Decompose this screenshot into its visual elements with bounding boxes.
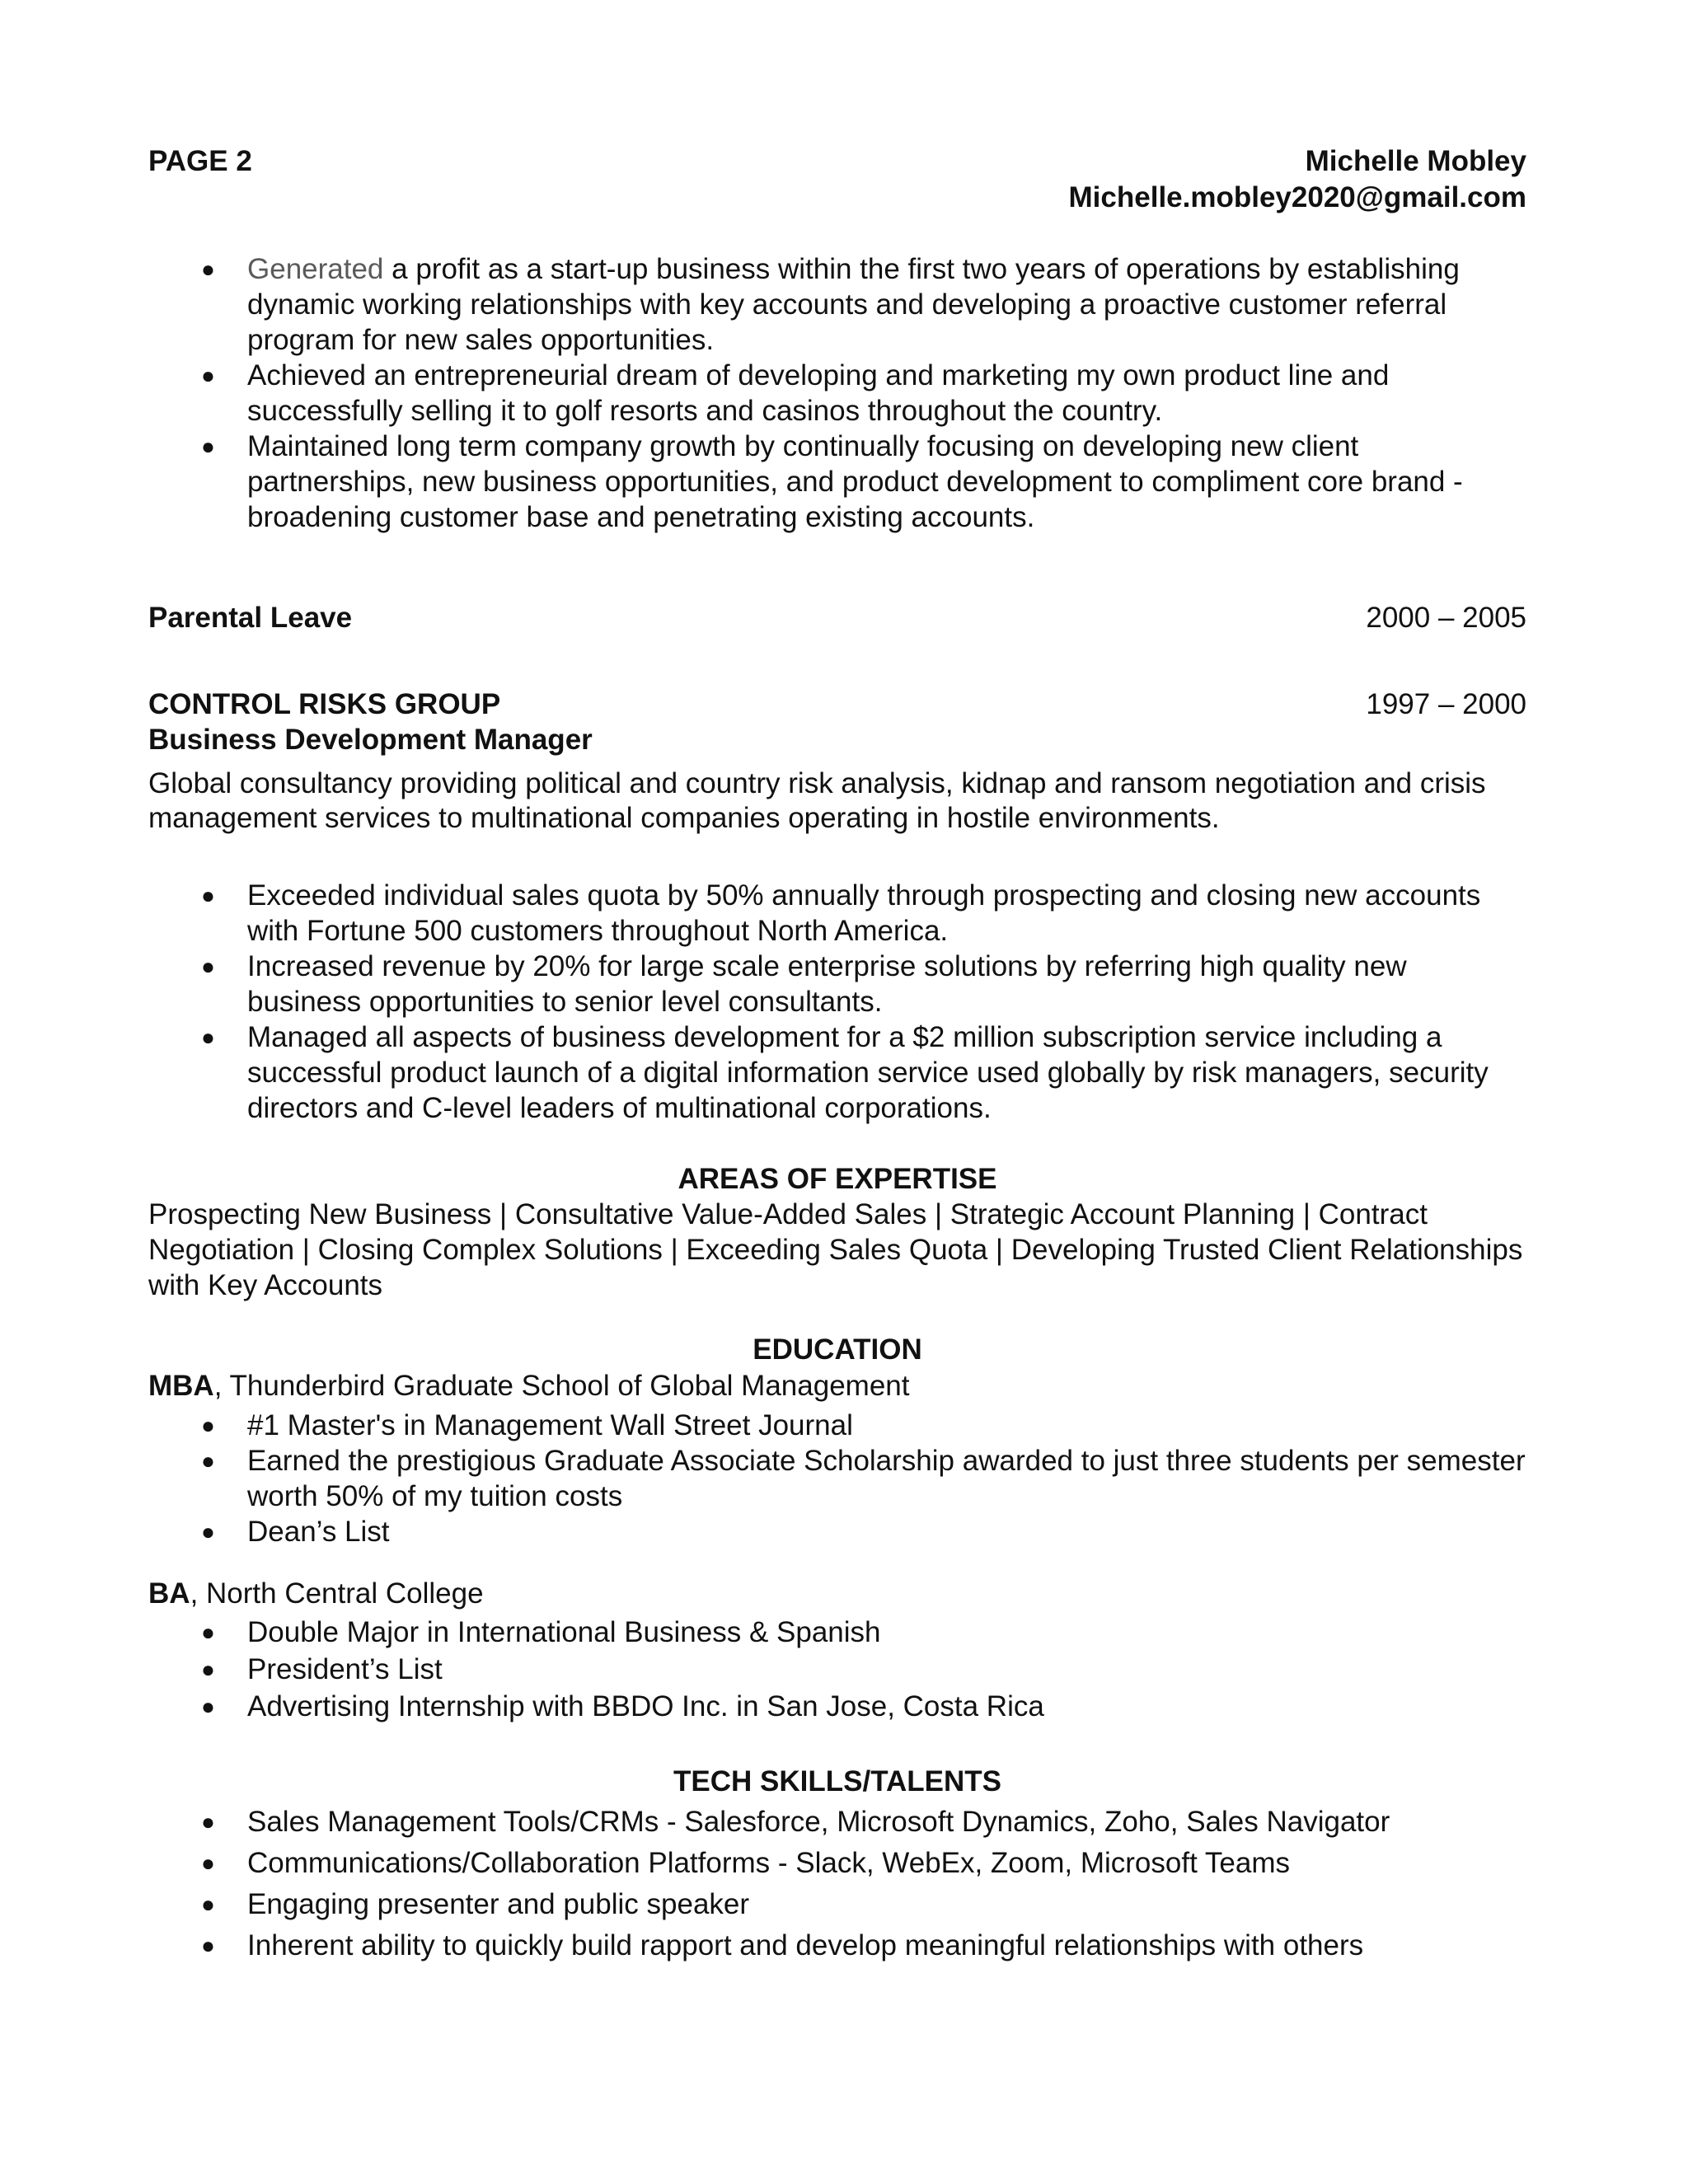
bullet-text: Advertising Internship with BBDO Inc. in San Jose, Costa Rica <box>247 1690 1044 1722</box>
bullet-icon: ● <box>201 434 215 459</box>
list-item <box>148 878 1526 949</box>
bullet-icon: ● <box>201 1933 215 1958</box>
bullet-text: Sales Management Tools/CRMs - Salesforce, Microsoft Dynamics, Zoho, Sales Navigator <box>247 1806 1390 1838</box>
resume-page <box>148 0 1526 2184</box>
contact-block <box>1069 143 1526 216</box>
parental-leave-title: Parental Leave <box>148 602 353 634</box>
page-header <box>148 143 1526 216</box>
list-item <box>148 1019 1526 1126</box>
bullet-text: Achieved an entrepreneurial dream of developing and marketing my own product line and successfully selling it to golf resorts and casinos throughout the country. <box>247 359 1390 427</box>
bullet-text: Managed all aspects of business development for a $2 million subscription service including a successful product launch of a digital information service used globally by risk managers, security directors and C-level leaders of multinational corporations. <box>247 1021 1489 1124</box>
expertise-text: Prospecting New Business | Consultative Value-Added Sales | Strategic Account Planning | Contract Negotiation | Closing Complex Solutions | Exceeding Sales Quota | Developing Trusted Client Relationships with Key Accounts <box>148 1198 1523 1301</box>
ba-list <box>148 1614 1526 1725</box>
bullet-text: Exceeded individual sales quota by 50% annually through prospecting and closing new accounts with Fortune 500 customers throughout North America. <box>247 879 1481 947</box>
bullet-icon: ● <box>201 1657 215 1682</box>
list-item <box>148 1408 1526 1443</box>
list-item <box>148 1443 1526 1514</box>
bullet-icon: ● <box>201 1519 215 1544</box>
startup-achievements-list <box>148 251 1526 535</box>
bullet-icon: ● <box>201 954 215 979</box>
list-item <box>148 1802 1526 1843</box>
tech-skills-list <box>148 1802 1526 1966</box>
bullet-icon: ● <box>201 1891 215 1917</box>
candidate-name: Michelle Mobley <box>1305 145 1526 177</box>
bullet-icon: ● <box>201 363 215 388</box>
bullet-text: Engaging presenter and public speaker <box>247 1888 750 1920</box>
list-item <box>148 1843 1526 1884</box>
company-dates: 1997 – 2000 <box>1366 688 1526 720</box>
list-item <box>148 358 1526 429</box>
expertise-heading: AREAS OF EXPERTISE <box>678 1163 997 1195</box>
bullet-text: Increased revenue by 20% for large scale enterprise solutions by referring high quality new business opportunities to senior level consultants. <box>247 950 1407 1018</box>
company-description: Global consultancy providing political and country risk analysis, kidnap and ransom negotiation and crisis management services to multinational companies operating in hostile environments. <box>148 767 1486 834</box>
ba-line <box>148 1576 1526 1612</box>
bullet-icon: ● <box>201 1448 215 1474</box>
bullet-icon: ● <box>201 1024 215 1050</box>
education-heading: EDUCATION <box>753 1333 922 1366</box>
bullet-text: President’s List <box>247 1653 443 1685</box>
bullet-icon: ● <box>201 256 215 282</box>
list-item <box>148 1688 1526 1725</box>
list-item <box>148 429 1526 535</box>
highlight-word: Generated <box>247 253 384 285</box>
control-risks-achievements-list <box>148 878 1526 1126</box>
bullet-text: #1 Master's in Management Wall Street Journal <box>247 1409 853 1441</box>
mba-degree: MBA <box>148 1370 214 1402</box>
list-item <box>148 251 1526 358</box>
bullet-icon: ● <box>201 1694 215 1719</box>
ba-degree: BA <box>148 1577 190 1610</box>
mba-list <box>148 1408 1526 1549</box>
bullet-icon: ● <box>201 1413 215 1438</box>
bullet-icon: ● <box>201 1809 215 1835</box>
list-item <box>148 1514 1526 1549</box>
bullet-text: a profit as a start-up business within the first two years of operations by establishing dynamic working relationships with key accounts and developing a proactive customer referral program for new sales opportunities. <box>247 253 1460 356</box>
bullet-icon: ● <box>201 1850 215 1876</box>
mba-line <box>148 1368 1526 1404</box>
parental-leave-row <box>148 600 1526 636</box>
bullet-text: Maintained long term company growth by continually focusing on developing new client partnerships, new business opportunities, and product development to compliment core brand - broadening customer base and penetrating existing accounts. <box>247 430 1463 533</box>
list-item <box>148 949 1526 1019</box>
bullet-text: Communications/Collaboration Platforms - Slack, WebEx, Zoom, Microsoft Teams <box>247 1847 1290 1879</box>
bullet-text: Earned the prestigious Graduate Associate Scholarship awarded to just three students per semester worth 50% of my tuition costs <box>247 1445 1526 1512</box>
job-title: Business Development Manager <box>148 724 593 756</box>
bullet-text: Double Major in International Business & Spanish <box>247 1616 881 1648</box>
page-label: PAGE 2 <box>148 145 252 177</box>
list-item <box>148 1884 1526 1925</box>
bullet-icon: ● <box>201 883 215 908</box>
company-row <box>148 687 1526 723</box>
mba-school: , Thunderbird Graduate School of Global Management <box>213 1370 910 1402</box>
tech-skills-heading: TECH SKILLS/TALENTS <box>673 1765 1001 1797</box>
parental-leave-dates: 2000 – 2005 <box>1366 602 1526 634</box>
list-item <box>148 1614 1526 1651</box>
list-item <box>148 1651 1526 1688</box>
candidate-email: Michelle.mobley2020@gmail.com <box>1068 181 1526 213</box>
bullet-text: Dean’s List <box>247 1516 390 1548</box>
ba-school: , North Central College <box>190 1577 484 1610</box>
bullet-icon: ● <box>201 1619 215 1645</box>
bullet-text: Inherent ability to quickly build rapport and develop meaningful relationships with others <box>247 1929 1364 1961</box>
list-item <box>148 1925 1526 1966</box>
company-name: CONTROL RISKS GROUP <box>148 688 501 720</box>
